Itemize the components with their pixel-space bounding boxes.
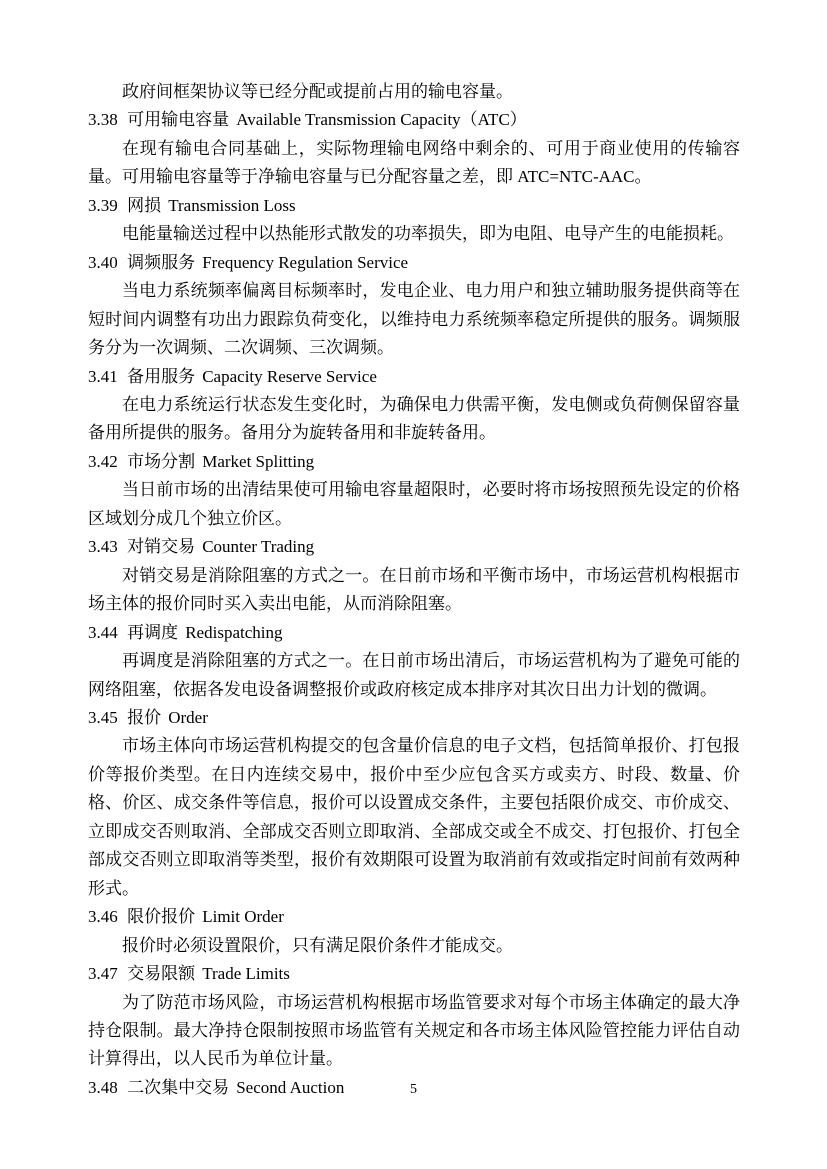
section-term-en: Redispatching [185,622,283,642]
section-heading [88,903,740,931]
section-term-cn: 可用输电容量 [127,110,230,130]
section-number: 3.45 [88,707,118,727]
section-term-en: Counter Trading [202,537,315,557]
page-number: 5 [410,1082,417,1097]
section-term-en: Order [168,707,208,727]
section-term-cn: 网损 [127,195,162,215]
section-term-en: Trade Limits [202,964,290,984]
section-heading [88,106,740,134]
section-term-cn: 备用服务 [127,366,196,386]
section-heading [88,960,740,988]
sections-container [88,106,740,1102]
section-term-en: Second Auction [236,1077,345,1097]
section-term-en: Transmission Loss [168,195,296,215]
section-number: 3.42 [88,451,118,471]
section-term-cn: 再调度 [127,622,179,642]
section-term-en: Frequency Regulation Service [202,252,409,272]
section-paragraph: 当电力系统频率偏离目标频率时，发电企业、电力用户和独立辅助服务提供商等在短时间内调整有功出力跟踪负荷变化，以维持电力系统频率稳定所提供的服务。调频服务分为一次调频、二次调频、三次调频。 [88,281,740,358]
section-number: 3.44 [88,622,118,642]
section-number: 3.39 [88,195,118,215]
section-heading [88,533,740,561]
section-heading [88,192,740,220]
section-number: 3.46 [88,907,118,927]
section-heading [88,363,740,391]
section-term-cn: 限价报价 [127,907,196,927]
section-term-en: Available Transmission Capacity（ATC） [236,110,527,130]
section-term-en: Capacity Reserve Service [202,366,377,386]
section-term-en: Limit Order [202,907,284,927]
section-paragraph: 报价时必须设置限价，只有满足限价条件才能成交。 [122,935,513,955]
section-paragraph: 当日前市场的出清结果使可用输电容量超限时，必要时将市场按照预先设定的价格区域划分成几个独立价区。 [88,480,740,528]
section-heading [88,704,740,732]
continuation-paragraph: 政府间框架协议等已经分配或提前占用的输电容量。 [122,82,513,101]
section-paragraph: 对销交易是消除阻塞的方式之一。在日前市场和平衡市场中，市场运营机构根据市场主体的报价同时买入卖出电能，从而消除阻塞。 [88,565,740,614]
section-number: 3.43 [88,537,118,557]
section-heading [88,619,740,647]
section-term-cn: 对销交易 [127,537,196,557]
section-paragraph: 市场主体向市场运营机构提交的包含量价信息的电子文档，包括简单报价、打包报价等报价类型。在日内连续交易中，报价中至少应包含买方或卖方、时段、数量、价格、价区、成交条件等信息，报价可以设置成交条件，主要包括限价成交、市价成交、立即成交否则取消、全部成交否则立即取消、全部成交或全不成交、打包报价、打包全部成交否则立即取消等类型，报价有效期限可设置为取消前有效或指定时间前有效两种形式。 [88,736,740,898]
section-number: 3.40 [88,252,118,272]
section-number: 3.47 [88,964,118,984]
section-number: 3.38 [88,110,118,130]
section-term-cn: 二次集中交易 [127,1077,230,1097]
page-footer [0,1077,827,1100]
document-content [88,78,740,1102]
section-term-cn: 市场分割 [127,451,196,471]
section-paragraph: 在电力系统运行状态发生变化时，为确保电力供需平衡，发电侧或负荷侧保留容量备用所提供的服务。备用分为旋转备用和非旋转备用。 [88,394,740,443]
section-heading [88,448,740,476]
section-term-cn: 交易限额 [127,964,196,984]
section-paragraph: 电能量输送过程中以热能形式散发的功率损失，即为电阻、电导产生的电能损耗。 [122,224,734,244]
section-paragraph: 在现有输电合同基础上，实际物理输电网络中剩余的、可用于商业使用的传输容量。可用输电容量等于净输电容量与已分配容量之差，即 ATC=NTC-AAC。 [88,138,740,187]
section-paragraph: 为了防范市场风险，市场运营机构根据市场监管要求对每个市场主体确定的最大净持仓限制。最大净持仓限制按照市场监管有关规定和各市场主体风险管控能力评估自动计算得出，以人民币为单位计量。 [88,992,740,1069]
section-term-cn: 报价 [127,707,162,727]
section-heading [88,249,740,277]
section-term-en: Market Splitting [202,451,315,471]
section-number: 3.48 [88,1077,118,1097]
section-term-cn: 调频服务 [127,252,196,272]
section-paragraph: 再调度是消除阻塞的方式之一。在日前市场出清后，市场运营机构为了避免可能的网络阻塞，依据各发电设备调整报价或政府核定成本排序对其次日出力计划的微调。 [88,651,740,699]
section-number: 3.41 [88,366,118,386]
